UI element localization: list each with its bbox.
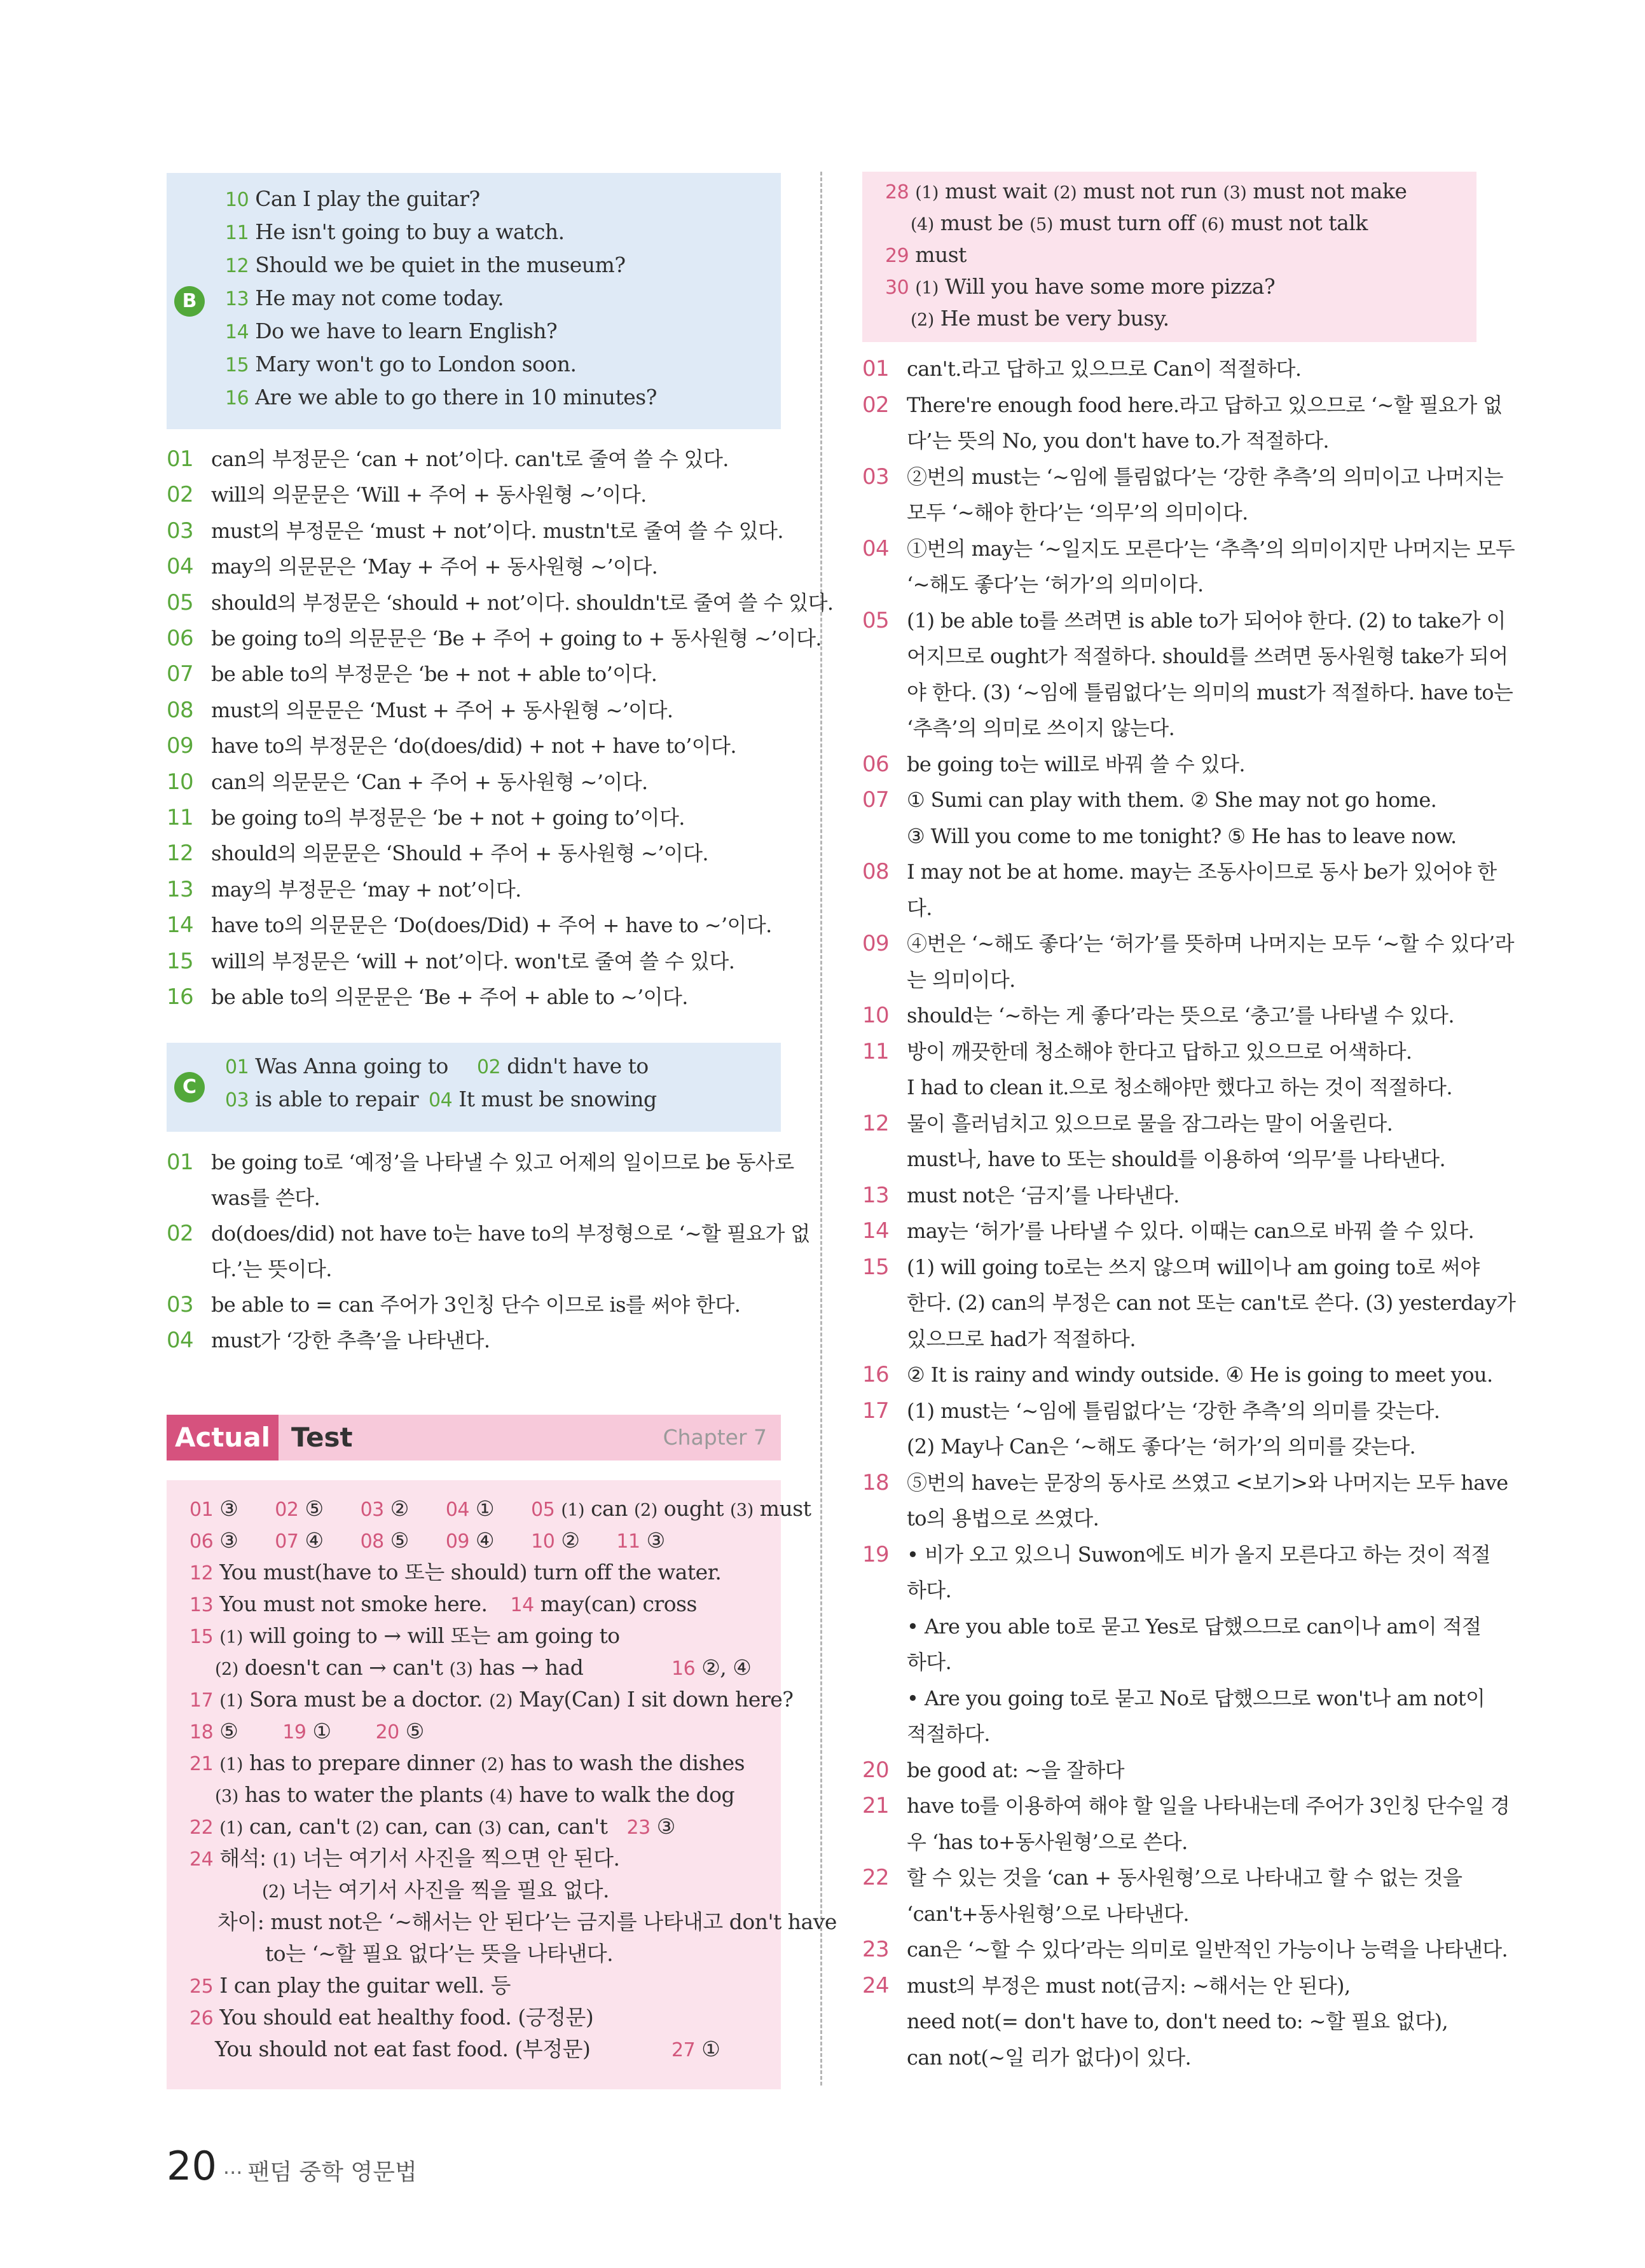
- c-answer-line-4: 04 It must be snowing: [429, 1087, 657, 1111]
- at-line-17: 26 You should eat healthy food. (긍정문): [189, 2005, 594, 2030]
- section-c-badge: C: [174, 1072, 205, 1103]
- at-line-13: (2) 너는 여기서 사진을 찍을 필요 없다.: [262, 1878, 609, 1902]
- r-answer-28-cont: (4) must be (5) must turn off (6) must not talk: [911, 210, 1368, 235]
- section-b-badge: B: [174, 286, 205, 317]
- answer-box-c: [167, 1043, 781, 1132]
- at-line-6: (2) doesn't can → can't (3) has → had: [215, 1655, 584, 1680]
- c-explanation-02-cont: 다.’는 뜻이다.: [211, 1257, 332, 1281]
- answer-box-28-30: [862, 172, 1476, 342]
- at-line-8: 18 ⑤ 19 ① 20 ⑤: [189, 1719, 424, 1743]
- actual-label: Actual: [167, 1415, 279, 1460]
- at-line-3: 12 You must(have to 또는 should) turn off the water.: [189, 1560, 722, 1584]
- book-title: 팬덤 중학 영문법: [247, 2159, 417, 2185]
- at-line-10: (3) has to water the plants (4) have to walk the dog: [215, 1782, 735, 1807]
- at-line-1: 01 ③ 02 ⑤ 03 ② 04 ① 05 (1) can (2) ought (3) must: [189, 1496, 811, 1521]
- chapter-label: Chapter 7: [663, 1425, 767, 1450]
- c-explanation-01-cont: was를 쓴다.: [211, 1186, 320, 1210]
- page-footer: [167, 2143, 417, 2189]
- at-line-6-q16: 16 ②, ④: [671, 1655, 752, 1680]
- r-answer-30-cont: (2) He must be very busy.: [911, 306, 1169, 331]
- at-line-18-q27: 27 ①: [671, 2037, 720, 2061]
- actual-test-header: [167, 1415, 781, 1460]
- b-answer-line: 13 He may not come today.: [225, 285, 504, 310]
- c-answer-line-2: 02 didn't have to: [477, 1054, 649, 1078]
- at-line-14: 차이: must not은 ‘~해서는 안 된다’는 금지를 나타내고 don't have: [217, 1909, 837, 1934]
- b-answer-line: 11 He isn't going to buy a watch.: [225, 219, 565, 244]
- column-divider: [820, 172, 822, 2086]
- r-answer-30: 30 (1) Will you have some more pizza?: [885, 274, 1276, 299]
- at-line-7: 17 (1) Sora must be a doctor. (2) May(Can) I sit down here?: [189, 1687, 794, 1712]
- b-answer-line: 12 Should we be quiet in the museum?: [225, 252, 626, 277]
- page-number: 20: [167, 2143, 217, 2189]
- b-answer-line: 16 Are we able to go there in 10 minutes?: [225, 385, 657, 409]
- at-line-15: to는 ‘~할 필요 없다’는 뜻을 나타낸다.: [265, 1941, 614, 1966]
- at-line-18: You should not eat fast food. (부정문): [215, 2037, 591, 2061]
- at-line-2: 06 ③ 07 ④ 08 ⑤ 09 ④ 10 ② 11 ③: [189, 1528, 665, 1553]
- b-answer-line: 10 Can I play the guitar?: [225, 186, 480, 211]
- at-line-12: 24 해석: (1) 너는 여기서 사진을 찍으면 안 된다.: [189, 1846, 620, 1871]
- at-line-5: 15 (1) will going to → will 또는 am going to: [189, 1623, 620, 1648]
- footer-dots: ···: [223, 2161, 243, 2185]
- at-line-16: 25 I can play the guitar well. 등: [189, 1973, 511, 1998]
- actual-test-answer-box: [167, 1480, 837, 2089]
- b-answer-line: 15 Mary won't go to London soon.: [225, 352, 577, 376]
- test-label: Test: [291, 1422, 353, 1453]
- b-answer-line: 14 Do we have to learn English?: [225, 319, 558, 343]
- at-line-4: 13 You must not smoke here. 14 may(can) cross: [189, 1591, 697, 1616]
- at-line-9: 21 (1) has to prepare dinner (2) has to wash the dishes: [189, 1750, 745, 1775]
- c-answer-line-3: 03 is able to repair: [225, 1087, 419, 1111]
- c-answer-line-1: 01 Was Anna going to: [225, 1054, 448, 1078]
- at-line-11: 22 (1) can, can't (2) can, can (3) can, can't 23 ③: [189, 1814, 675, 1839]
- r-answer-28: 28 (1) must wait (2) must not run (3) must not make: [885, 179, 1407, 203]
- r-answer-29: 29 must: [885, 242, 967, 267]
